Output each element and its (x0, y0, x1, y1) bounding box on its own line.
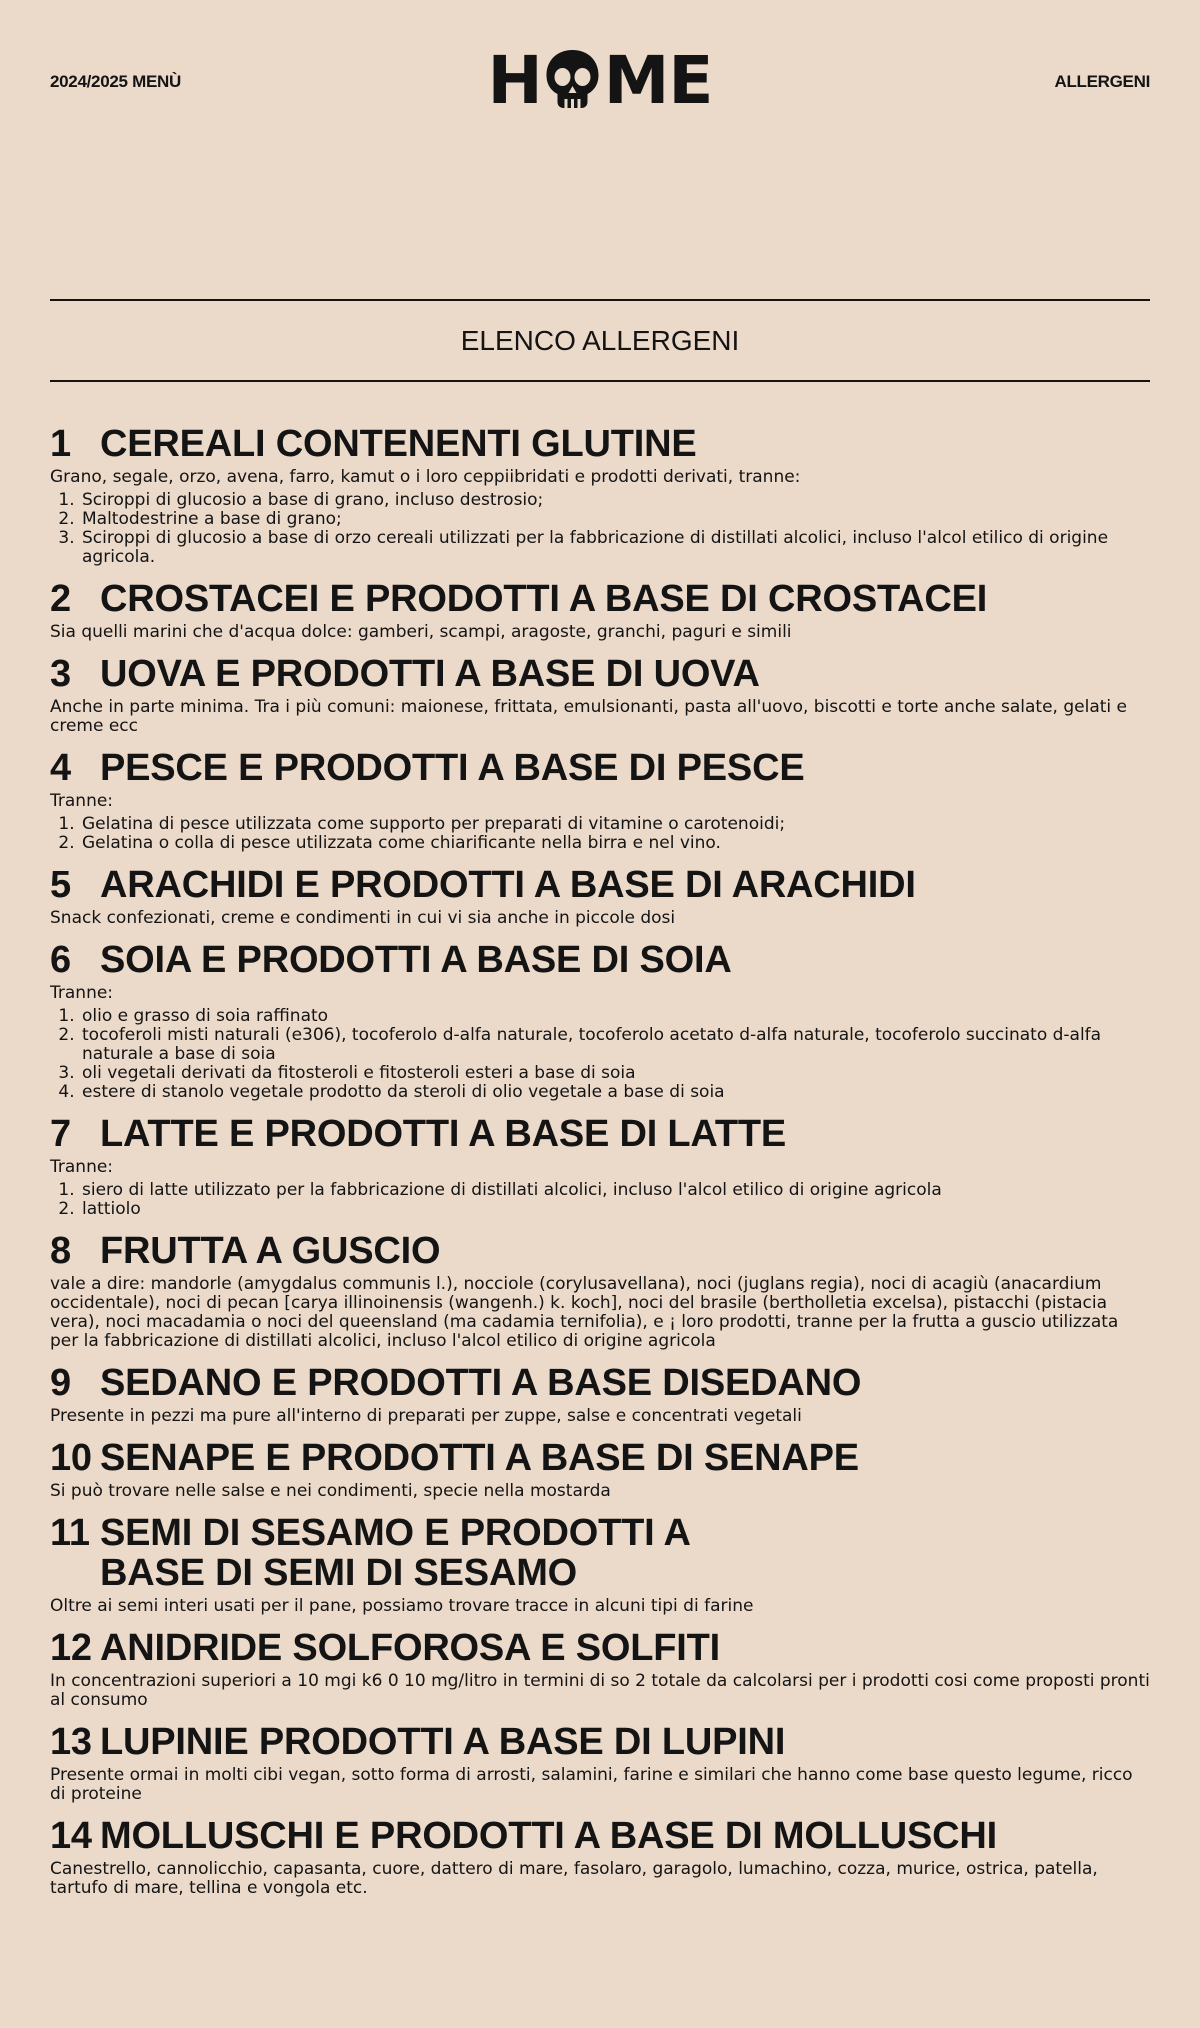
allergen-title: SOIA E PRODOTTI A BASE DI SOIA (100, 939, 732, 981)
exception-item: 3. Sciroppi di glucosio a base di orzo cereali utilizzati per la fabbricazione di distillati alcolici, incluso l'alcol etilico di origine agricola. (80, 529, 1150, 567)
exception-item: 2. lattiolo (80, 1200, 1150, 1219)
allergen-number: 7 (50, 1113, 71, 1155)
exception-item: 1. Gelatina di pesce utilizzata come supporto per preparati di vitamine o carotenoidi; (80, 815, 1150, 834)
allergen-item (50, 1114, 1150, 1219)
exception-list (50, 1181, 1150, 1219)
allergen-description: Snack confezionati, creme e condimenti in cui vi sia anche in piccole dosi (50, 908, 676, 928)
allergen-item (50, 1363, 1150, 1426)
allergen-number: 6 (50, 939, 71, 981)
allergen-title: FRUTTA A GUSCIO (100, 1230, 441, 1272)
allergen-description: Presente in pezzi ma pure all'interno di preparati per zuppe, salse e concentrati vegetali (50, 1406, 802, 1426)
allergen-heading (50, 654, 1150, 694)
allergen-item (50, 579, 1150, 642)
allergen-item (50, 1816, 1150, 1898)
menu-year-label: 2024/2025 MENÙ (50, 72, 181, 91)
allergen-heading (50, 1816, 1150, 1856)
divider-bottom (50, 380, 1150, 382)
allergen-number: 4 (50, 747, 71, 789)
allergen-description: vale a dire: mandorle (amygdalus communis l.), nocciole (corylusavellana), noci (juglans regia), noci di acagiù (anacardium occidentale), noci di pecan [carya illinoinensis (wangenh.) k. koch], noci del brasile (bertholletia excelsa), pistacchi (pistacia vera), noci macadamia o noci del queensland (ma cadamia ternifolia), e ¡ loro prodotti, tranne per la frutta a guscio utilizzata per la fabbricazione di distillati alcolici, incluso l'alcol etilico di origine agricola (50, 1274, 1119, 1351)
allergen-number: 14 (50, 1815, 92, 1857)
allergen-number: 2 (50, 578, 71, 620)
allergen-title: PESCE E PRODOTTI A BASE DI PESCE (100, 747, 805, 789)
allergen-title: SEMI DI SESAMO E PRODOTTI A BASE DI SEMI DI SESAMO (100, 1512, 690, 1594)
allergen-heading (50, 1114, 1150, 1154)
allergen-title: SEDANO E PRODOTTI A BASE DISEDANO (100, 1362, 862, 1404)
exception-item: 3. oli vegetali derivati da fitosteroli e fitosteroli esteri a base di soia (80, 1064, 1150, 1083)
allergen-heading (50, 940, 1150, 980)
allergen-title: MOLLUSCHI E PRODOTTI A BASE DI MOLLUSCHI (100, 1815, 997, 1857)
logo-text-h: H (487, 42, 542, 119)
allergen-heading (50, 1231, 1150, 1271)
allergen-number: 11 (50, 1512, 90, 1554)
exception-list (50, 491, 1150, 567)
allergen-title: LUPINIE PRODOTTI A BASE DI LUPINI (100, 1721, 786, 1763)
allergen-item (50, 1628, 1150, 1710)
allergen-description: Si può trovare nelle salse e nei condimenti, specie nella mostarda (50, 1481, 611, 1501)
allergen-item (50, 1722, 1150, 1804)
allergen-item (50, 865, 1150, 928)
allergen-description: Canestrello, cannolicchio, capasanta, cuore, dattero di mare, fasolaro, garagolo, lumachino, cozza, murice, ostrica, patella, tartufo di mare, tellina e vongola etc. (50, 1859, 1098, 1898)
exception-item: 1. Sciroppi di glucosio a base di grano, incluso destrosio; (80, 491, 1150, 510)
logo-text-me: ME (603, 42, 713, 119)
exception-item: 1. olio e grasso di soia raffinato (80, 1007, 1150, 1026)
allergen-item (50, 1438, 1150, 1501)
exception-list (50, 1007, 1150, 1102)
allergen-heading (50, 1438, 1150, 1478)
allergen-item (50, 940, 1150, 1102)
allergen-title: SENAPE E PRODOTTI A BASE DI SENAPE (100, 1437, 859, 1479)
divider-top (50, 299, 1150, 301)
allergen-heading (50, 424, 1150, 464)
allergen-description: In concentrazioni superiori a 10 mgi k6 0 10 mg/litro in termini di so 2 totale da calcolarsi per i prodotti cosi come proposti pronti al consumo (50, 1671, 1150, 1710)
exception-item: 4. estere di stanolo vegetale prodotto da steroli di olio vegetale a base di soia (80, 1083, 1150, 1102)
allergen-title: UOVA E PRODOTTI A BASE DI UOVA (100, 653, 760, 695)
allergen-heading (50, 1363, 1150, 1403)
allergen-title: CROSTACEI E PRODOTTI A BASE DI CROSTACEI (100, 578, 988, 620)
home-logo (487, 42, 713, 119)
allergen-number: 3 (50, 653, 71, 695)
allergen-item (50, 748, 1150, 853)
allergen-number: 12 (50, 1627, 92, 1669)
allergen-heading (50, 1513, 1150, 1593)
allergen-description: Sia quelli marini che d'acqua dolce: gamberi, scampi, aragoste, granchi, paguri e simili (50, 622, 792, 642)
allergen-item (50, 424, 1150, 567)
allergen-number: 8 (50, 1230, 71, 1272)
skull-icon (544, 48, 602, 114)
allergen-title: CEREALI CONTENENTI GLUTINE (100, 423, 697, 465)
allergen-list (50, 424, 1150, 1910)
allergen-title: ANIDRIDE SOLFOROSA E SOLFITI (100, 1627, 721, 1669)
allergen-number: 10 (50, 1437, 92, 1479)
allergen-heading (50, 1722, 1150, 1762)
exception-item: 2. Maltodestrine a base di grano; (80, 510, 1150, 529)
allergen-description: Tranne: (50, 791, 114, 811)
exception-list (50, 815, 1150, 853)
allergen-description: Anche in parte minima. Tra i più comuni: maionese, frittata, emulsionanti, pasta all'uovo, biscotti e torte anche salate, gelati e creme ecc (50, 697, 1127, 736)
allergen-heading (50, 579, 1150, 619)
allergen-number: 5 (50, 864, 71, 906)
top-bar (50, 42, 1150, 119)
allergen-item (50, 654, 1150, 736)
allergen-description: Presente ormai in molti cibi vegan, sotto forma di arrosti, salamini, farine e similari che hanno come base questo legume, ricco di proteine (50, 1765, 1133, 1804)
allergen-heading (50, 865, 1150, 905)
exception-item: 2. Gelatina o colla di pesce utilizzata come chiarificante nella birra e nel vino. (80, 834, 1150, 853)
section-title: ELENCO ALLERGENI (460, 325, 740, 356)
allergens-label: ALLERGENI (1054, 72, 1150, 91)
allergen-item (50, 1231, 1150, 1351)
allergen-item (50, 1513, 1150, 1616)
exception-item: 1. siero di latte utilizzato per la fabbricazione di distillati alcolici, incluso l'alcol etilico di origine agricola (80, 1181, 1150, 1200)
allergen-number: 9 (50, 1362, 71, 1404)
allergen-heading (50, 748, 1150, 788)
allergen-title: LATTE E PRODOTTI A BASE DI LATTE (100, 1113, 787, 1155)
allergen-description: Oltre ai semi interi usati per il pane, possiamo trovare tracce in alcuni tipi di farine (50, 1596, 754, 1616)
allergen-title: ARACHIDI E PRODOTTI A BASE DI ARACHIDI (100, 864, 916, 906)
allergen-number: 13 (50, 1721, 92, 1763)
allergen-description: Tranne: (50, 1157, 114, 1177)
allergen-description: Tranne: (50, 983, 114, 1003)
allergen-heading (50, 1628, 1150, 1668)
allergen-description: Grano, segale, orzo, avena, farro, kamut o i loro ceppiibridati e prodotti derivati, tranne: (50, 467, 801, 487)
allergen-number: 1 (50, 423, 71, 465)
exception-item: 2. tocoferoli misti naturali (e306), tocoferolo d-alfa naturale, tocoferolo acetato d-alfa naturale, tocoferolo succinato d-alfa naturale a base di soia (80, 1026, 1150, 1064)
